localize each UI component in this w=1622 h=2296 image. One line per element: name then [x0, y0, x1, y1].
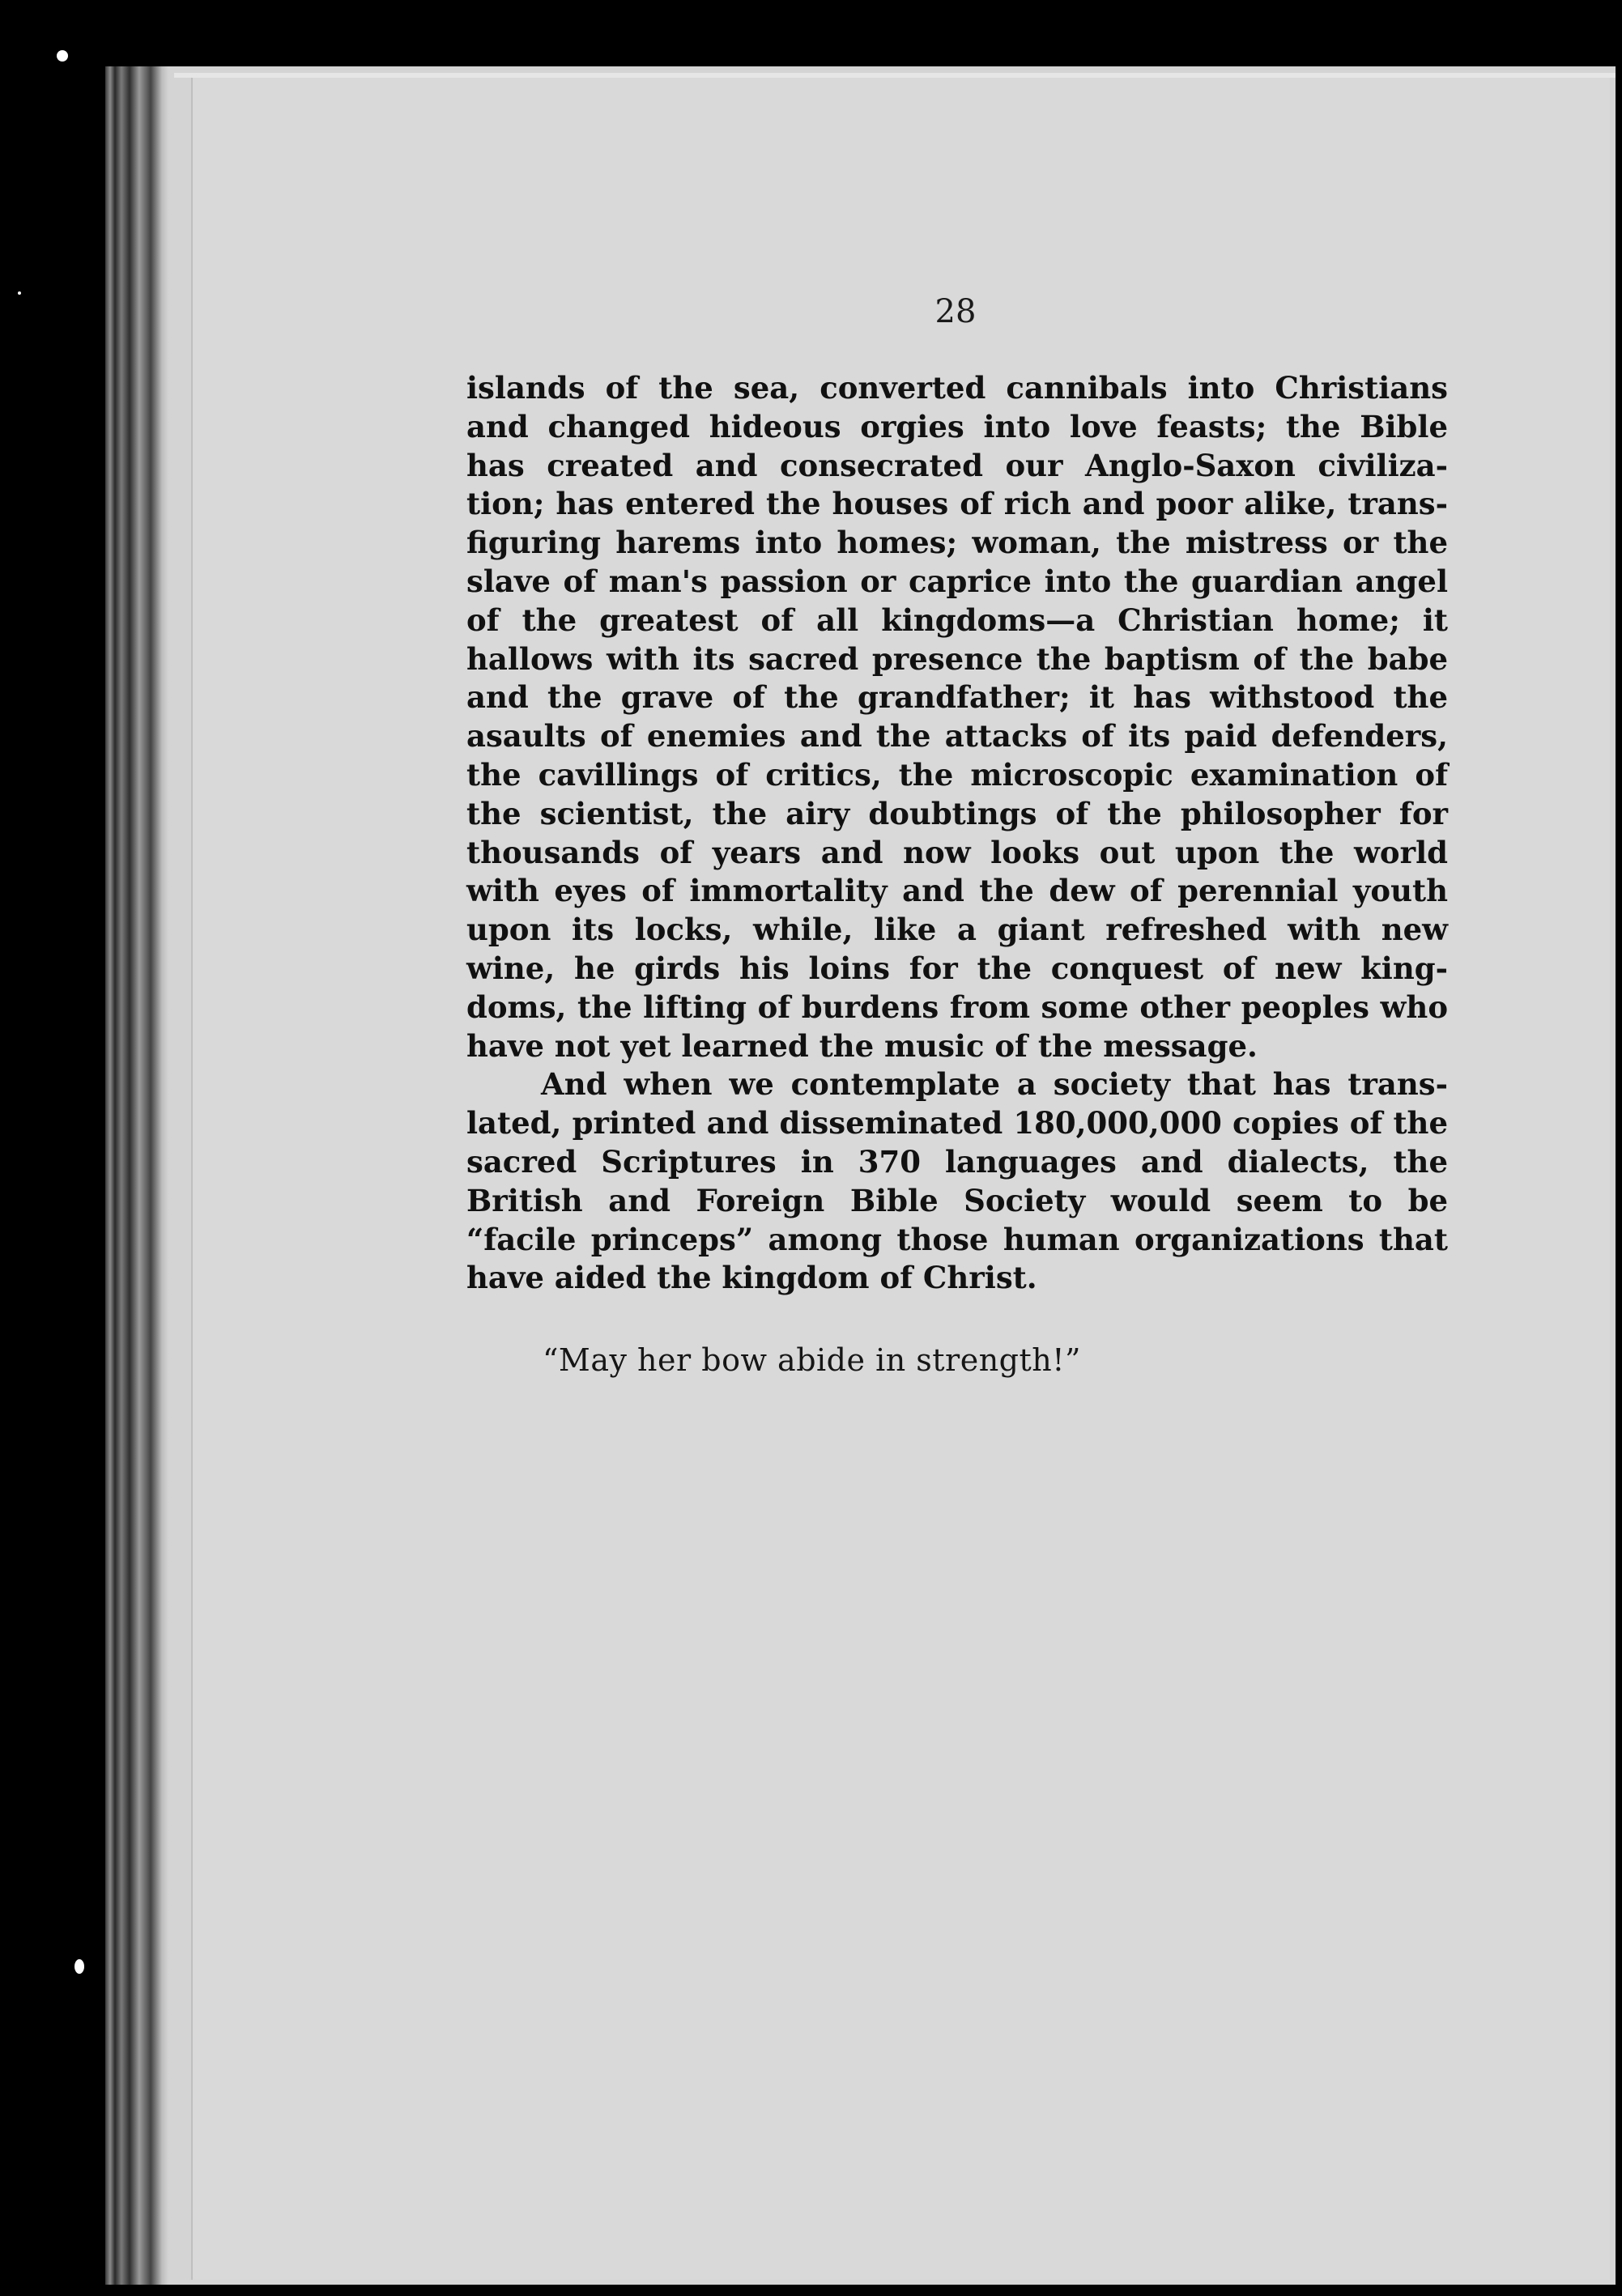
scan-speck — [75, 1959, 84, 1974]
paragraph-2 — [466, 1065, 1448, 1298]
text-line: thousands of years and now looks out upon the world — [466, 834, 1448, 870]
text-line: sacred Scriptures in 370 languages and dialects, the — [466, 1143, 1448, 1180]
text-line: have aided the kingdom of Christ. — [466, 1260, 1037, 1296]
text-line: has created and consecrated our Anglo-Saxon civiliza- — [466, 447, 1448, 483]
text-line: have not yet learned the music of the message. — [466, 1027, 1258, 1064]
text-line: lated, printed and disseminated 180,000,000 copies of the — [466, 1105, 1448, 1142]
page-number: 28 — [934, 293, 977, 330]
text-line: islands of the sea, converted cannibals into Christians — [466, 370, 1448, 406]
text-line: And when we contemplate a society that has trans- — [541, 1066, 1448, 1103]
text-line: tion; has entered the houses of rich and poor alike, trans- — [466, 486, 1448, 522]
text-line: of the greatest of all kingdoms—a Christian home; it — [466, 602, 1448, 638]
text-line: doms, the lifting of burdens from some other peoples who — [466, 989, 1448, 1025]
closing-motto: “May her bow abide in strength!” — [543, 1342, 1081, 1378]
paragraph-1 — [466, 369, 1448, 1065]
text-line: and the grave of the grandfather; it has withstood the — [466, 679, 1448, 716]
text-line: British and Foreign Bible Society would seem to be — [466, 1182, 1448, 1218]
text-line: figuring harems into homes; woman, the mistress or the — [466, 525, 1448, 561]
text-line: slave of man's passion or caprice into the guardian angel — [466, 563, 1448, 599]
text-line: and changed hideous orgies into love feasts; the Bible — [466, 408, 1448, 444]
text-line: the cavillings of critics, the microscopic examination of — [466, 756, 1448, 793]
body-text — [466, 369, 1448, 1298]
text-line: wine, he girds his loins for the conquest of new king- — [466, 950, 1448, 986]
text-line: with eyes of immortality and the dew of perennial youth — [466, 873, 1448, 909]
scan-speck — [57, 50, 68, 62]
text-line: asaults of enemies and the attacks of its paid defenders, — [466, 718, 1448, 755]
text-line: “facile princeps” among those human organizations that — [466, 1221, 1448, 1257]
text-line: upon its locks, while, like a giant refreshed with new — [466, 912, 1448, 948]
text-line: the scientist, the airy doubtings of the philosopher for — [466, 795, 1448, 831]
text-line: hallows with its sacred presence the baptism of the babe — [466, 640, 1448, 677]
scan-speck — [18, 291, 21, 295]
